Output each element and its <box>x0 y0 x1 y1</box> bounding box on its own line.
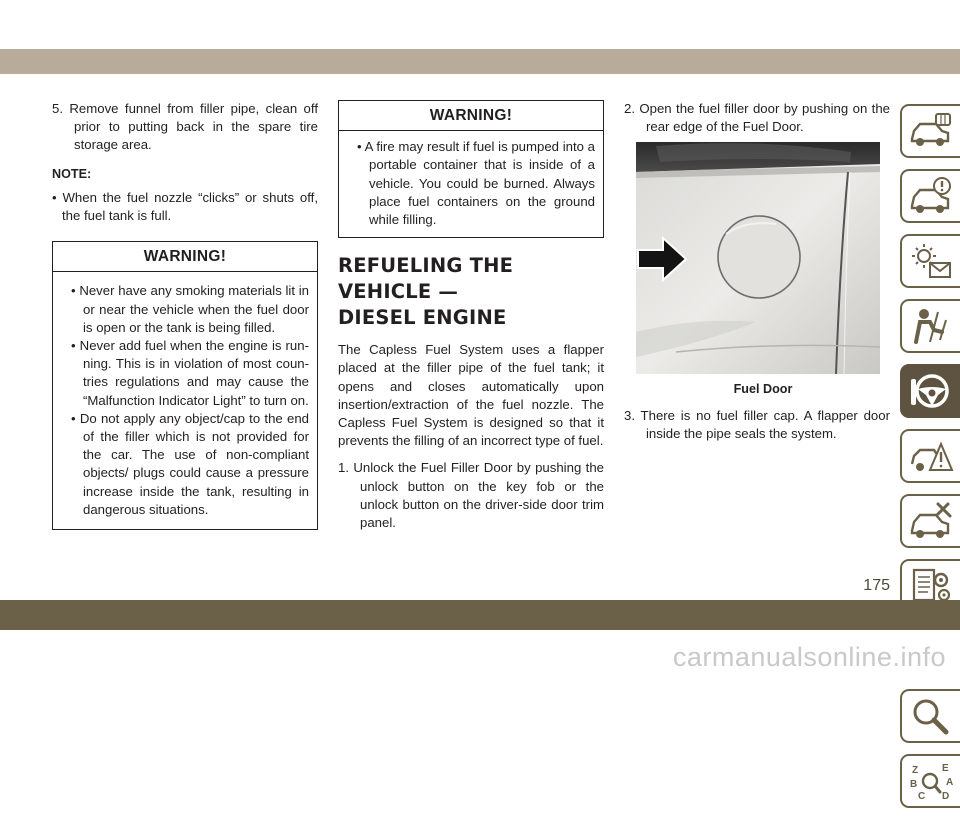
column-right <box>624 100 890 443</box>
top-margin <box>0 0 960 49</box>
tab-warning-lights[interactable] <box>900 234 960 288</box>
warning-item: • Never add fuel when the engine is run-ning. This is in violation of most coun-tries regulations and may cause the “Malfunction Indicator Light” to turn on. <box>71 338 309 408</box>
warning-title: WARNING! <box>53 242 317 272</box>
car-service-icon <box>908 501 954 541</box>
warning-box-smoking <box>52 241 318 530</box>
steering-wheel-icon <box>908 371 954 411</box>
car-dashboard-icon <box>908 176 954 216</box>
tab-safety[interactable] <box>900 299 960 353</box>
section-title-line-1: REFUELING THE VEHICLE — <box>338 254 514 304</box>
footer-band <box>0 600 960 630</box>
index-letter: Z <box>912 765 919 776</box>
warning-body <box>53 272 317 529</box>
index-letter: C <box>918 791 926 802</box>
warning-item: • Do not apply any object/cap to the end of the filler which is not provided for the car. The use of non-compliant objects/ plugs could cause a pressure increase inside the tank, resulting in dangerous situations. <box>71 410 309 517</box>
car-info-icon <box>908 111 954 151</box>
note-bullet: • When the fuel nozzle “clicks” or shuts off, the fuel tank is full. <box>52 189 318 224</box>
tab-search[interactable] <box>900 689 960 743</box>
index-letter: E <box>942 763 949 774</box>
tab-dashboard[interactable] <box>900 169 960 223</box>
tab-emergency[interactable] <box>900 429 960 483</box>
header-band <box>0 49 960 74</box>
column-left <box>52 100 318 530</box>
tab-car-info[interactable] <box>900 104 960 158</box>
index-letter: B <box>910 779 918 790</box>
step-5: 5. Remove funnel from filler pipe, clean off prior to putting back in the spare tire storage area. <box>52 101 318 153</box>
index-icon <box>908 761 954 801</box>
watermark-url: carmanualsonline.info <box>672 642 946 672</box>
warning-item: • Never have any smoking materials lit in or near the vehicle when the fuel door is open or the tank is being filled. <box>71 283 309 335</box>
safety-person-icon <box>908 306 954 346</box>
index-letter: A <box>946 777 954 788</box>
warning-lights-icon <box>908 241 954 281</box>
tab-index[interactable] <box>900 754 960 808</box>
chapter-tabs <box>900 104 960 819</box>
warning-title: WARNING! <box>339 101 603 131</box>
warning-box-portable-container <box>338 100 604 238</box>
section-title <box>338 253 604 331</box>
body-paragraph: The Capless Fuel System uses a flapper placed at the filler pipe of the fuel tank; it opens and closes automatically upon insertion/extraction of the fuel nozzle. The Capless Fuel System is designed so that it prevents the filling of an incorrect type of fuel. <box>338 342 604 449</box>
column-middle <box>338 100 604 532</box>
index-letter: D <box>942 791 950 802</box>
search-icon <box>908 696 954 736</box>
tab-service[interactable] <box>900 494 960 548</box>
tab-starting-operating[interactable] <box>900 364 960 418</box>
photo-caption: Fuel Door <box>733 382 793 397</box>
step-3: 3. There is no fuel filler cap. A flapper door inside the pipe seals the system. <box>624 407 890 441</box>
step-1: 1. Unlock the Fuel Filler Door by pushing the unlock button on the key fob or the unlock button on the driver-side door trim panel. <box>338 460 604 531</box>
page-number: 175 <box>863 577 890 594</box>
warning-item: • A fire may result if fuel is pumped into a portable container that is inside of a vehicle. You could be burned. Always place fuel containers on the ground while filling. <box>357 139 595 228</box>
section-title-line-2: DIESEL ENGINE <box>338 306 507 330</box>
warning-body <box>339 131 603 237</box>
note-label: NOTE: <box>52 166 92 181</box>
roadside-emergency-icon <box>908 436 954 476</box>
fuel-door-photo <box>636 142 880 374</box>
step-2: 2. Open the fuel filler door by pushing on the rear edge of the Fuel Door. <box>624 101 890 135</box>
